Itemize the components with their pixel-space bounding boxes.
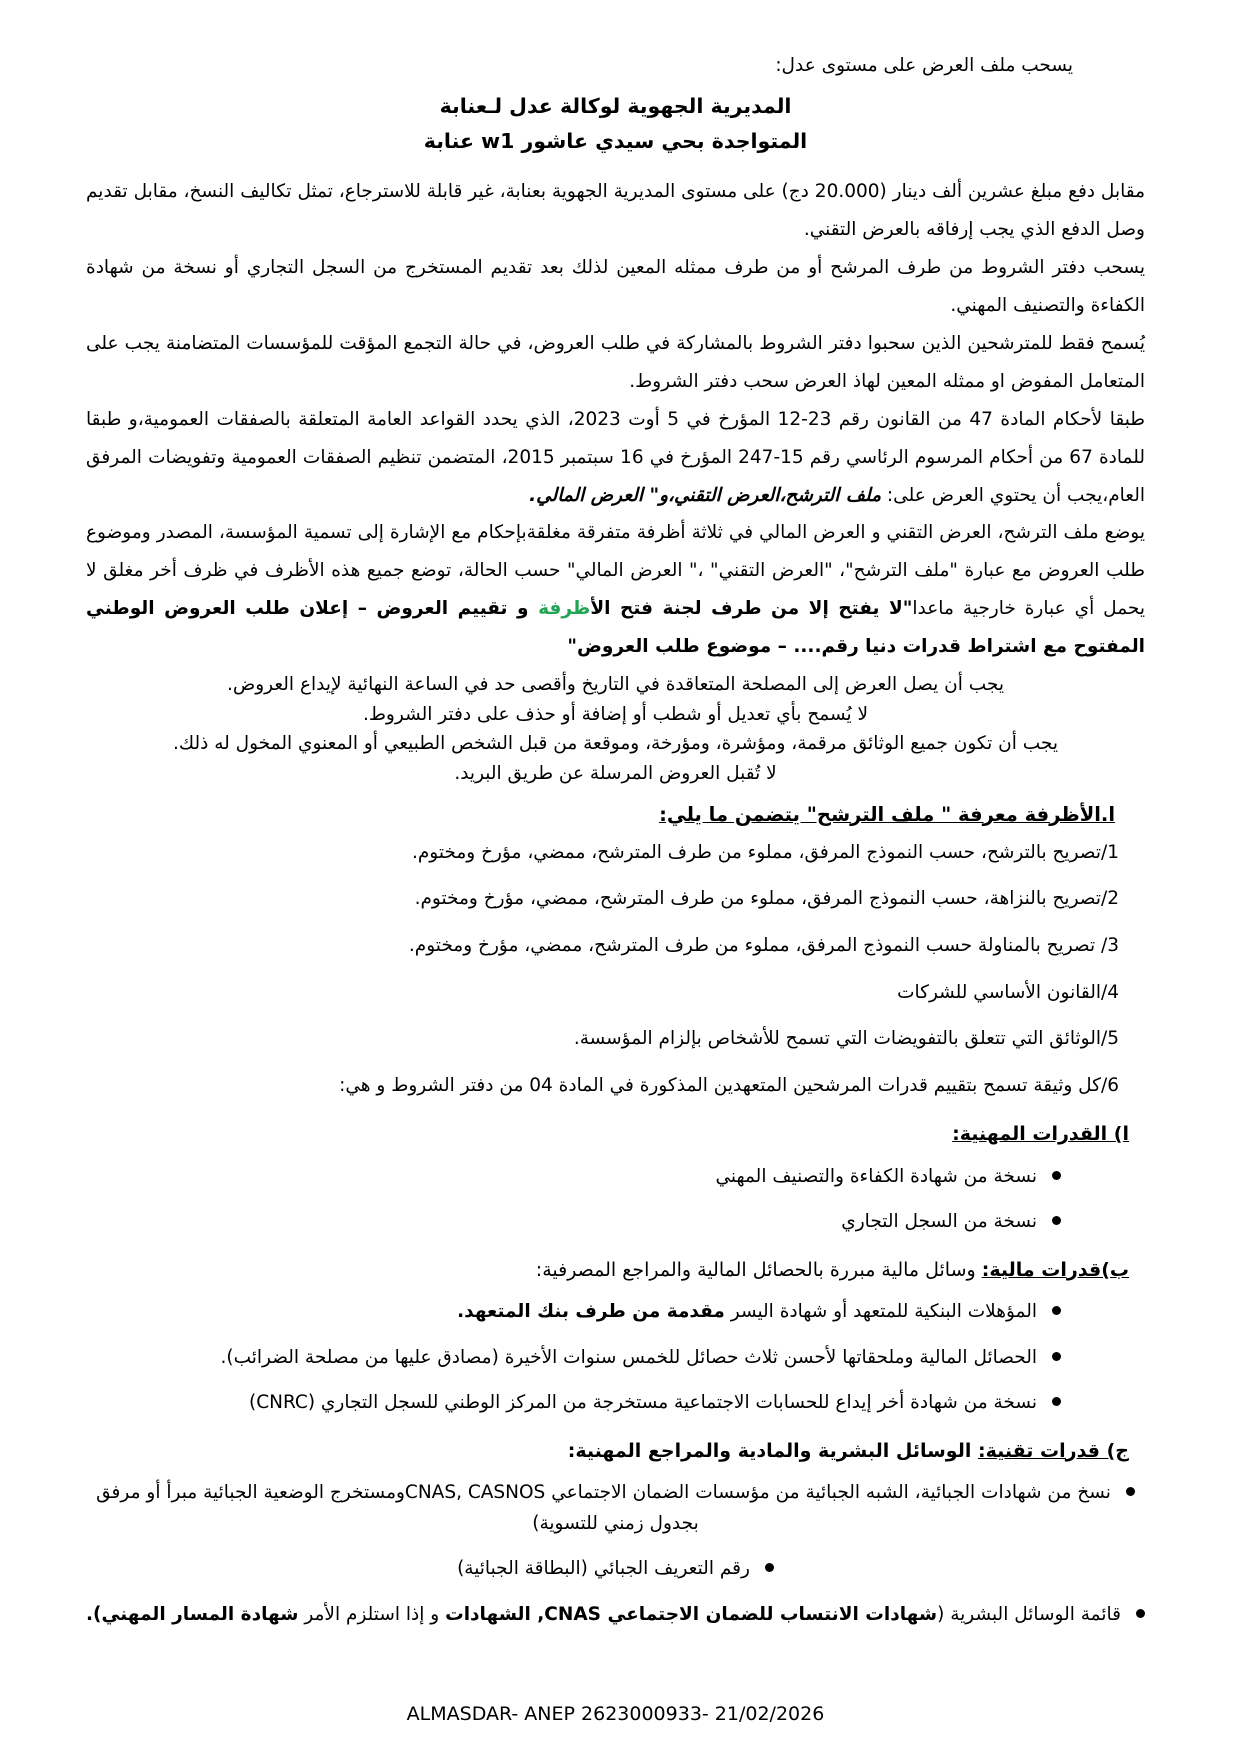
legal-regular-segment: طبقا لأحكام المادة 47 من القانون رقم 23-12 المؤرخ في 5 أوت 2023، الذي يحدد القواعد العامة المتعلقة بالصفقات العمومية،و طبقا للمادة 67 من أحكام المرسوم الرئاسي رقم 15-247 المؤرخ في 16 سبتمبر 2015، المتضمن تنظيم الصفقات العمومية وتفويضات المرفق العام،يجب أن يحتوي العرض على:	[86, 408, 1145, 506]
participation-paragraph: يُسمح فقط للمترشحين الذين سحبوا دفتر الشروط بالمشاركة في طلب العروض، في حالة التجمع المؤقت للمؤسسات المتضامنة يجب على المتعامل المفوض او ممثله المعين لهاذ العرض سحب دفتر الشروط.	[86, 332, 1145, 392]
professional-bullet-1	[86, 1162, 1061, 1193]
technical-bullet-3-regular-mid: و إذا استلزم الأمر	[298, 1603, 446, 1625]
professional-capacities-heading	[86, 1119, 1129, 1149]
bullet-dot-icon	[1052, 1171, 1061, 1180]
financial-bullet-1-regular: المؤهلات البنكية للمتعهد أو شهادة اليسر	[724, 1301, 1037, 1323]
candidacy-item-6: 6/كل وثيقة تسمح بتقييم قدرات المرشحين المتعهدين المذكورة في المادة 04 من دفتر الشروط و هي:	[339, 1074, 1119, 1096]
legal-paragraph	[86, 401, 1145, 515]
payment-paragraph: مقابل دفع مبلغ عشرين ألف دينار (20.000 دج) على مستوى المديرية الجهوية بعنابة، غير قابلة للاسترجاع، تمثل تكاليف النسخ، مقابل تقديم وصل الدفع الذي يجب إرفاقه بالعرض التقني.	[86, 181, 1145, 241]
envelopes-bold-start-segment: "لا يفتح إلا من طرف لجنة فتح الأ	[590, 598, 913, 620]
docs-signed-rule: يجب أن تكون جميع الوثائق مرقمة، ومؤشرة، ومؤرخة، وموقعة من قبل الشخص الطبيعي أو المعنوي المخول له ذلك.	[173, 733, 1058, 755]
bullet-dot-icon	[1126, 1487, 1135, 1496]
financial-capacities-heading	[86, 1255, 1129, 1285]
technical-bullet-3	[86, 1600, 1145, 1631]
technical-heading-rest: الوسائل البشرية والمادية والمراجع المهنية:	[567, 1439, 978, 1462]
financial-heading-underlined: ب)قدرات مالية:	[981, 1258, 1129, 1281]
financial-bullet-1	[86, 1297, 1061, 1328]
professional-bullet-1-text: نسخة من شهادة الكفاءة والتصنيف المهني	[715, 1165, 1037, 1187]
technical-heading-underlined: ج) قدرات تقنية:	[977, 1439, 1129, 1462]
org-name: المديرية الجهوية لوكالة عدل لـعنابة	[439, 93, 792, 118]
technical-bullet-3-bold-b: شهادة المسار المهني).	[86, 1603, 299, 1625]
financial-heading-rest: وسائل مالية مبررة بالحصائل المالية والمراجع المصرفية:	[535, 1258, 982, 1281]
no-changes-rule: لا يُسمح بأي تعديل أو شطب أو إضافة أو حذف على دفتر الشروط.	[362, 703, 869, 725]
technical-bullet-2-text: رقم التعريف الجبائي (البطاقة الجبائية)	[457, 1558, 750, 1580]
technical-bullet-3-bold-a: شهادات الانتساب للضمان الاجتماعي CNAS, الشهادات	[445, 1603, 938, 1625]
bullet-dot-icon	[1052, 1352, 1061, 1361]
org-address: المتواجدة بحي سيدي عاشور w1 عنابة	[423, 129, 808, 154]
envelopes-paragraph	[86, 514, 1145, 666]
bullet-dot-icon	[1052, 1397, 1061, 1406]
financial-bullets	[86, 1297, 1145, 1434]
bullet-dot-icon	[1136, 1609, 1145, 1618]
financial-bullet-3	[86, 1388, 1061, 1419]
anep-footer: ALMASDAR- ANEP 2623000933- 21/02/2026	[406, 1703, 825, 1726]
candidacy-item-5: 5/الوثائق التي تتعلق بالتفويضات التي تسمح للأشخاص بإلزام المؤسسة.	[573, 1028, 1119, 1050]
candidacy-file-heading: ا.الأظرفة معرفة " ملف الترشح" يتضمن ما يلي:	[659, 802, 1115, 826]
technical-bullet-3-regular-start: قائمة الوسائل البشرية (	[937, 1603, 1121, 1625]
technical-bullet-1-text: نسخ من شهادات الجبائية، الشبه الجبائية من مؤسسات الضمان الاجتماعي CNAS, CASNOSومستخرج الوضعية الجبائية مبرأ أو مرفق بجدول زمني للتسوية)	[96, 1482, 1111, 1534]
candidacy-item-2: 2/تصريح بالنزاهة، حسب النموذج المرفق، مملوء من طرف المترشح، ممضي، مؤرخ ومختوم.	[414, 888, 1119, 910]
withdrawal-paragraph: يسحب دفتر الشروط من طرف المرشح أو من طرف ممثله المعين لذلك بعد تقديم المستخرج من السجل التجاري أو نسخة من شهادة الكفاءة والتصنيف المهني.	[86, 257, 1145, 316]
technical-capacities-heading	[86, 1436, 1129, 1466]
withdraw-location-line: يسحب ملف العرض على مستوى عدل:	[775, 55, 1073, 76]
professional-bullet-2	[86, 1207, 1061, 1238]
financial-bullet-1-bold: مقدمة من طرف بنك المتعهد.	[457, 1301, 725, 1323]
bullet-dot-icon	[765, 1563, 774, 1572]
professional-heading-text: ا) القدرات المهنية:	[952, 1123, 1129, 1146]
candidacy-items-list	[86, 838, 1145, 1118]
candidacy-item-4: 4/القانون الأساسي للشركات	[897, 981, 1119, 1003]
candidacy-item-1: 1/تصريح بالترشح، حسب النموذج المرفق، مملوء من طرف المترشح، ممضي، مؤرخ ومختوم.	[411, 841, 1119, 863]
technical-bullet-2	[86, 1554, 1145, 1585]
financial-bullet-3-text: نسخة من شهادة أخر إيداع للحسابات الاجتماعية مستخرجة من المركز الوطني للسجل التجاري (CNRC)	[249, 1392, 1037, 1414]
no-mail-rule: لا تُقبل العروض المرسلة عن طريق البريد.	[454, 762, 777, 784]
envelopes-regular-segment: يوضع ملف الترشح، العرض التقني و العرض المالي في ثلاثة أظرفة متفرقة مغلقةبإحكام مع الإشارة إلى تسمية المؤسسة، المصدر وموضوع طلب العروض مع عبارة "ملف الترشح"، "العرض التقني" ،" العرض المالي" حسب الحالة، توضع جميع هذه الأظرف في ظرف أخر مغلق لا يحمل أي عبارة خارجية ماعدا	[86, 522, 1145, 620]
highlighted-word: ظرفة	[538, 598, 591, 620]
bullet-dot-icon	[1052, 1306, 1061, 1315]
technical-bullets	[86, 1478, 1145, 1645]
professional-bullet-2-text: نسخة من السجل التجاري	[841, 1211, 1037, 1233]
submission-rules-block	[86, 670, 1145, 788]
professional-bullets	[86, 1162, 1145, 1253]
legal-bold-segment: ملف الترشح،العرض التقني،و" العرض المالي.	[529, 484, 882, 506]
bullet-dot-icon	[1052, 1216, 1061, 1225]
envelopes-bold-end-segment: و تقييم العروض – إعلان طلب العروض الوطني المفتوح مع اشتراط قدرات دنيا رقم.... – موضوع طلب العروض"	[86, 598, 1145, 658]
deadline-rule: يجب أن يصل العرض إلى المصلحة المتعاقدة في التاريخ وأقصى حد في الساعة النهائية لإيداع العروض.	[226, 674, 1005, 696]
technical-bullet-1	[86, 1478, 1145, 1539]
candidacy-item-3: 3/ تصريح بالمناولة حسب النموذج المرفق، مملوء من طرف المترشح، ممضي، مؤرخ ومختوم.	[408, 934, 1119, 956]
financial-bullet-2	[86, 1343, 1061, 1374]
financial-bullet-2-text: الحصائل المالية وملحقاتها لأحسن ثلاث حصائل للخمس سنوات الأخيرة (مصادق عليها من مصلحة الضرائب).	[220, 1346, 1037, 1368]
